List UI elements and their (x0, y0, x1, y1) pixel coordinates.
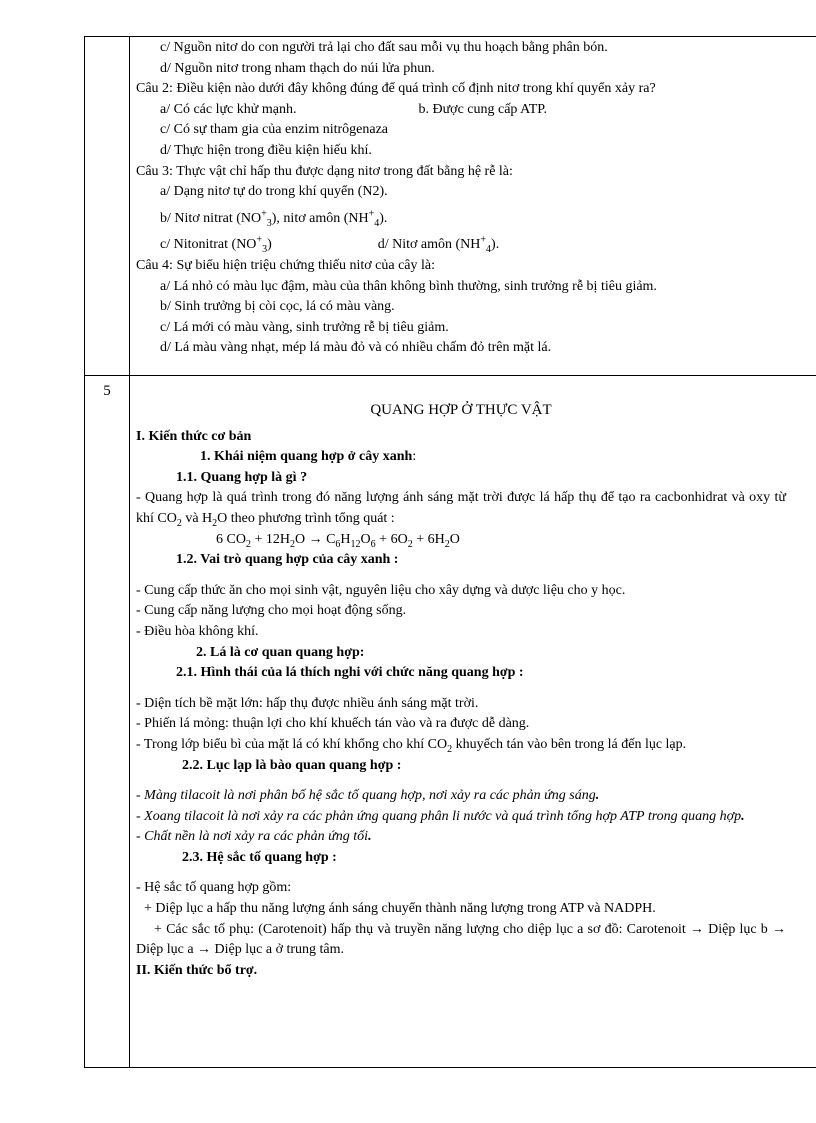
question-4: Câu 4: Sự biểu hiện triệu chứng thiếu nitơ của cây là: (136, 257, 436, 273)
option-text: a/ Lá nhỏ có màu lục đậm, màu của thân không bình thường, sinh trưởng rễ bị tiêu giảm. (160, 278, 657, 294)
role-item: - Điều hòa không khí. (136, 623, 259, 639)
chloroplast-item: - Màng tilacoit là nơi phân bố hệ sắc tố quang hợp, nơi xảy ra các phản ứng sáng. (136, 788, 600, 804)
question-2-options (136, 100, 786, 121)
option-text: d/ Nguồn nitơ trong nham thạch do núi lửa phun. (160, 60, 435, 76)
row-number: 5 (103, 383, 111, 399)
heading-1-2: 2. Lá là cơ quan quang hợp: (196, 644, 365, 660)
option-b: b. Được cung cấp ATP. (418, 101, 547, 117)
option-text: c/ Có sự tham gia của enzim nitrôgenaza (160, 122, 389, 138)
heading-1-2-1: 2.1. Hình thái của lá thích nghi với chức năng quang hợp : (176, 665, 524, 681)
role-item: - Cung cấp năng lượng cho mọi hoạt động sống. (136, 603, 407, 619)
option-text: a/ Dạng nitơ tự do trong khí quyển (N2). (160, 184, 388, 200)
heading-1-2-3: 2.3. Hệ sắc tố quang hợp : (182, 849, 337, 865)
lesson-title: QUANG HỢP Ở THỰC VẬT (370, 402, 552, 418)
option-a: a/ Có các lực khử mạnh. (160, 101, 297, 117)
heading-1-1-1: 1.1. Quang hợp là gì ? (176, 469, 308, 485)
pigment-item: + Các sắc tố phụ: (Carotenoit) hấp thụ và truyền năng lượng cho diệp lục a sơ đồ: Carotenoit → Diệp lục b → Diệp lục a → Diệp lục a ở trung tâm. (136, 921, 786, 958)
chloroplast-item: - Xoang tilacoit là nơi xảy ra các phản ứng quang phân li nước và quá trình tổng hợp ATP trong quang hợp. (136, 808, 745, 824)
chloroplast-item: - Chất nền là nơi xảy ra các phản ứng tối. (136, 829, 372, 845)
pigment-item: + Diệp lục a hấp thu năng lượng ánh sáng chuyển thành năng lượng trong ATP và NADPH. (144, 901, 656, 917)
leaf-item: - Trong lớp biểu bì của mặt lá có khí khổng cho khí $CO_2$ khuyếch tán vào bên trong lá đến lục lạp. (136, 736, 687, 755)
option-text: d/ Lá màu vàng nhạt, mép lá màu đỏ và có nhiều chấm đỏ trên mặt lá. (160, 340, 552, 356)
leaf-item: - Diện tích bề mặt lớn: hấp thụ được nhiều ánh sáng mặt trời. (136, 695, 479, 711)
option-text: c/ Lá mới có màu vàng, sinh trưởng rễ bị tiêu giảm. (160, 319, 449, 335)
row-divider (85, 375, 816, 376)
heading-1-2-2: 2.2. Lục lạp là bào quan quang hợp : (182, 757, 402, 773)
option-text: b/ Sinh trưởng bị còi cọc, lá có màu vàng. (160, 299, 395, 315)
leaf-item: - Phiến lá mỏng: thuận lợi cho khí khuếch tán vào và ra được dễ dàng. (136, 716, 530, 732)
photosynthesis-equation: 6 $CO_2 + 12H_2O \to C_6H_{12}O_6 + 6O_2 + 6H_2O$ (216, 531, 460, 550)
option-cd-nitrate: c/ Nitonitrat $(NO^+_3)$ d/ Nitơ amôn $(NH^+_4)$. (160, 234, 500, 256)
question-3: Câu 3: Thực vật chỉ hấp thu được dạng nitơ trong đất bằng hệ rễ là: (136, 163, 513, 179)
heading-1-1: 1. Khái niệm quang hợp ở cây xanh: (200, 449, 417, 465)
column-divider (129, 37, 130, 1067)
definition-text: - Quang hợp là quá trình trong đó năng lượng ánh sáng mặt trời được lá hấp thụ để tạo ra cacbonhidrat và oxy từ khí $CO_2$ và $H_2O$ theo phương trình tổng quát : (136, 490, 786, 529)
role-item: - Cung cấp thức ăn cho mọi sinh vật, nguyên liệu cho xây dựng và dược liệu cho y học. (136, 582, 626, 598)
questions-cell (136, 38, 786, 359)
option-b-nitrate: b/ Nitơ nitrat $(NO^+_3)$, nitơ amôn $(NH^+_4)$. (160, 208, 388, 229)
heading-1-1-2: 1.2. Vai trò quang hợp của cây xanh : (176, 552, 399, 568)
option-text: c/ Nguồn nitơ do con người trả lại cho đất sau mỗi vụ thu hoạch bằng phân bón. (160, 40, 608, 55)
heading-2: II. Kiến thức bổ trợ. (136, 962, 258, 978)
lesson-cell (136, 398, 786, 981)
option-text: d/ Thực hiện trong điều kiện hiếu khí. (160, 142, 372, 158)
pigment-item: - Hệ sắc tố quang hợp gồm: (136, 880, 292, 896)
heading-1: I. Kiến thức cơ bản (136, 428, 252, 444)
question-2: Câu 2: Điều kiện nào dưới đây không đúng để quá trình cố định nitơ trong khí quyển xảy ra? (136, 81, 656, 97)
